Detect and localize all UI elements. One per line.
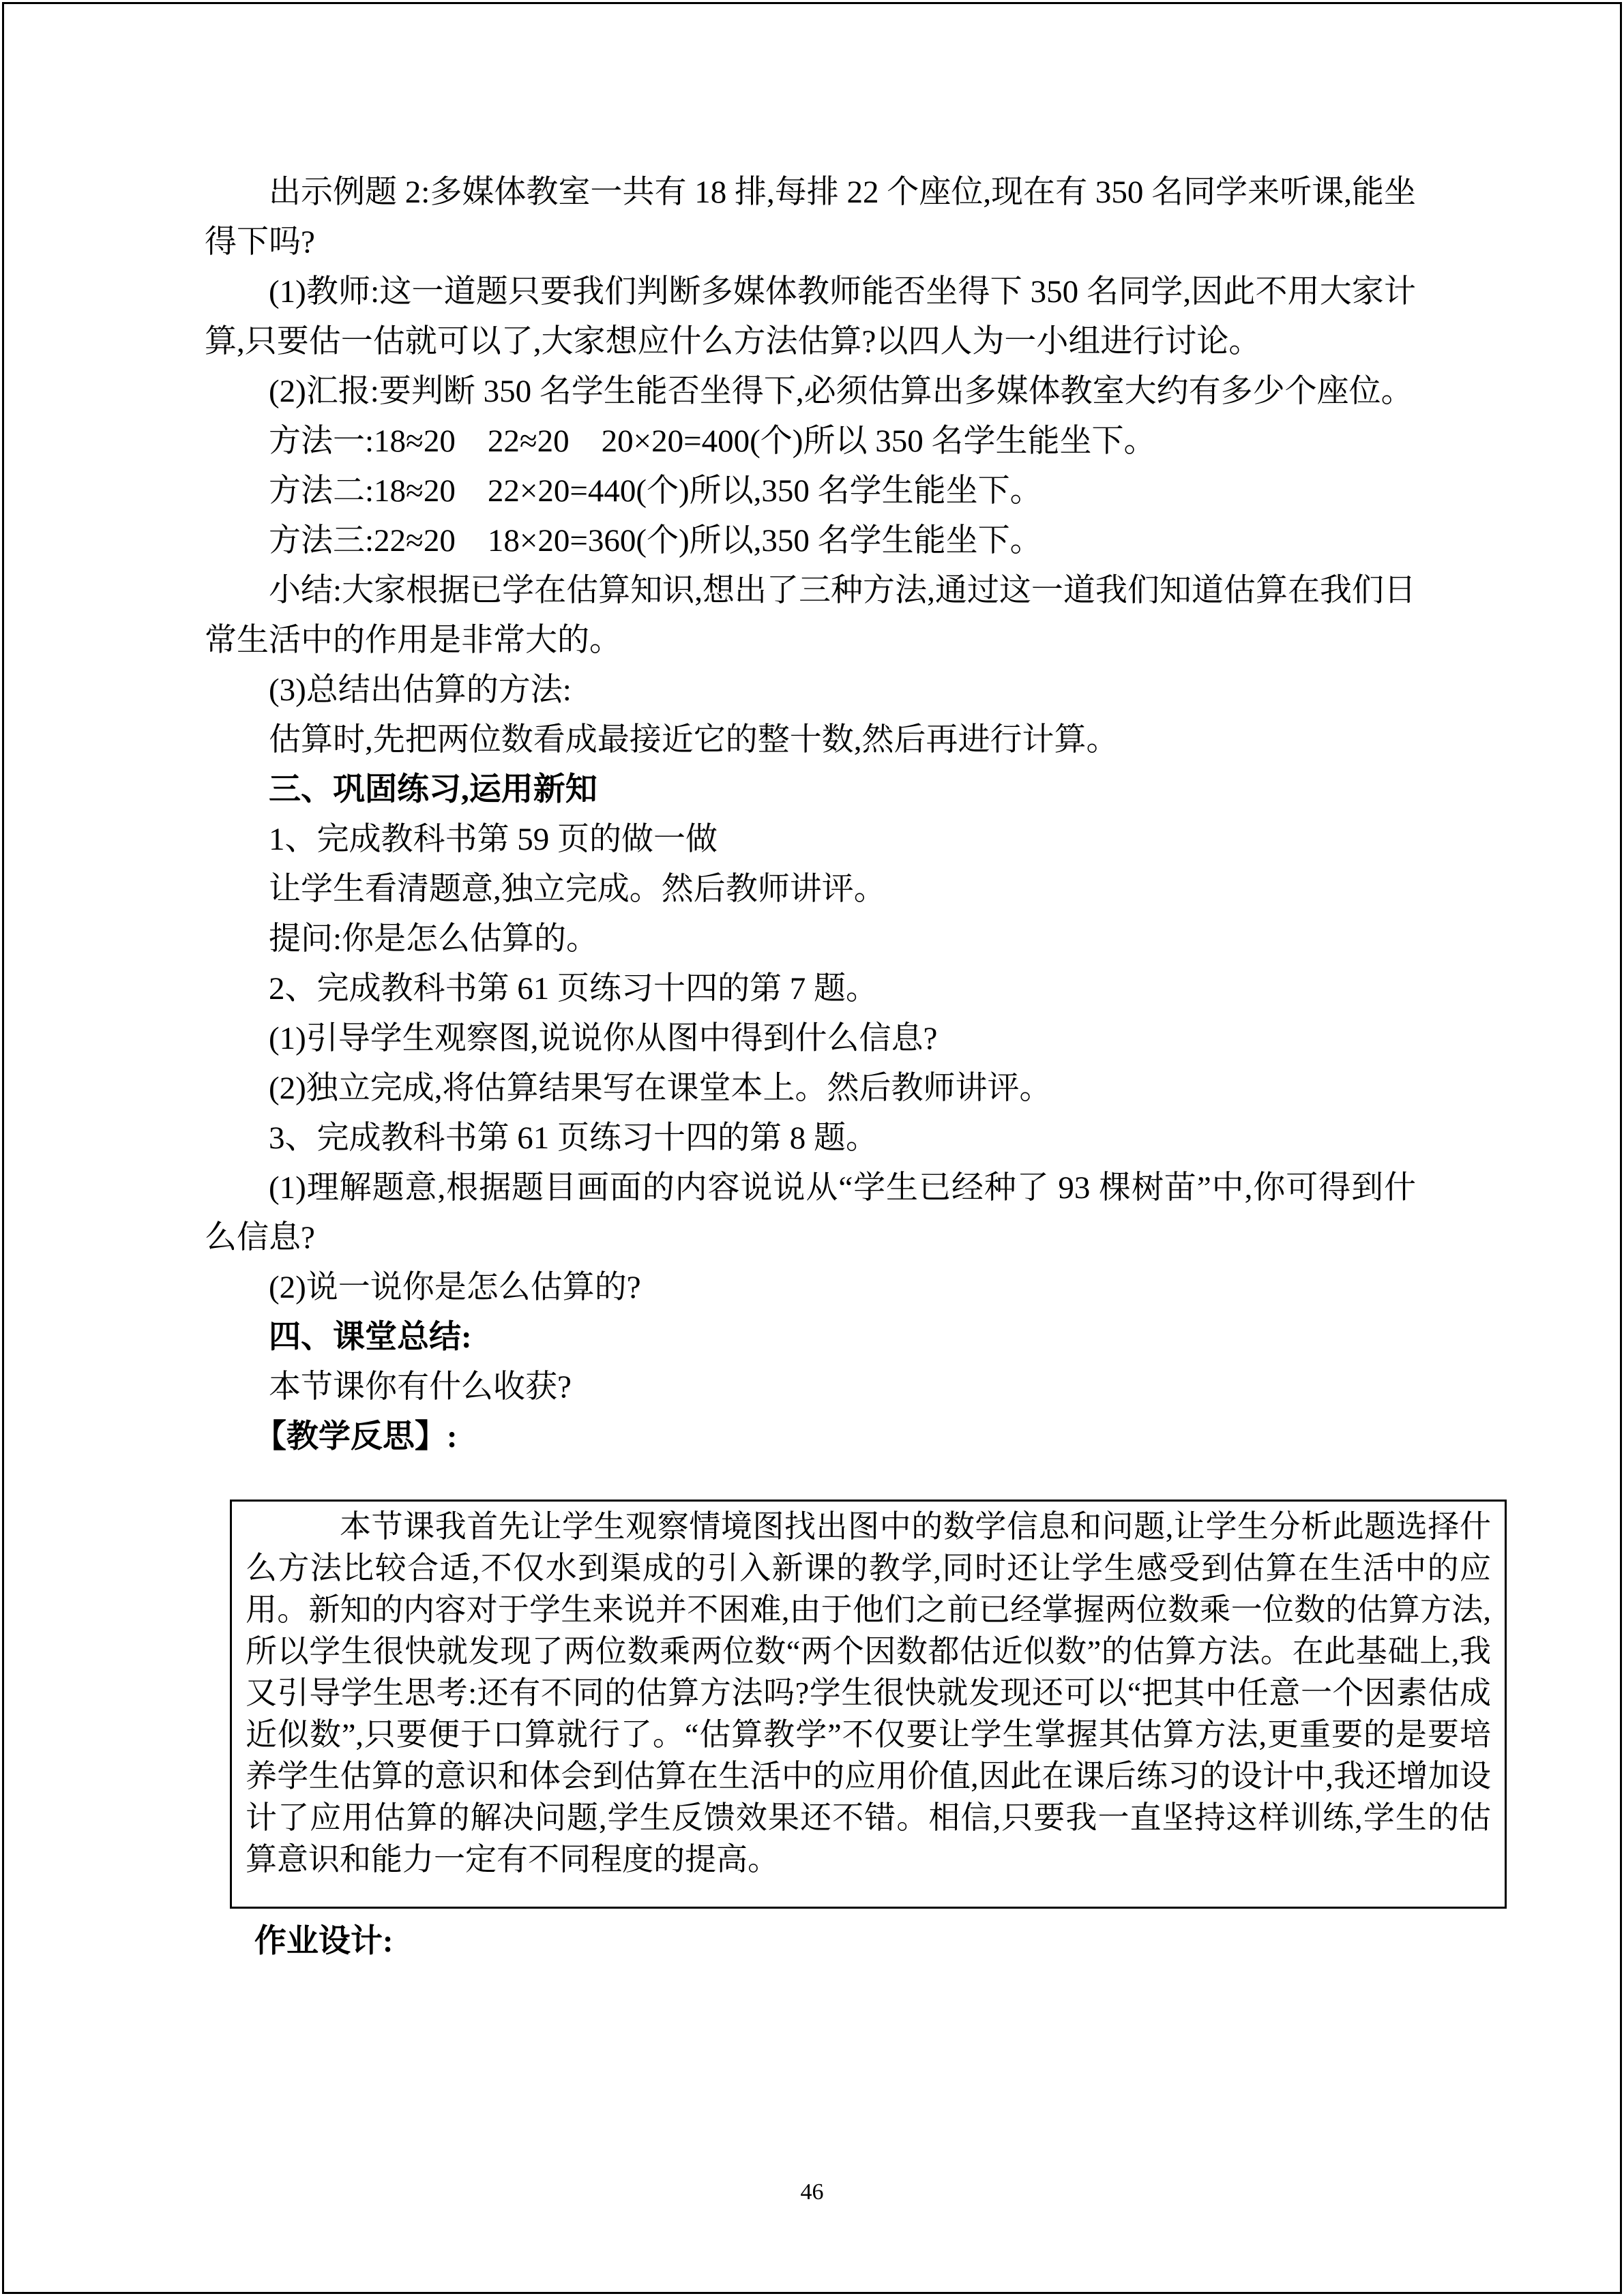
body-paragraph: (2)独立完成,将估算结果写在课堂本上。然后教师讲评。 bbox=[269, 1071, 1052, 1106]
body-paragraph: (1)引导学生观察图,说说你从图中得到什么信息? bbox=[269, 1021, 938, 1056]
body-paragraph: 估算时,先把两位数看成最接近它的整十数,然后再进行计算。 bbox=[269, 722, 1119, 758]
body-paragraph: 让学生看清题意,独立完成。然后教师讲评。 bbox=[269, 871, 886, 907]
heading-teaching-reflection: 【教学反思】: bbox=[254, 1419, 458, 1455]
page-number: 46 bbox=[800, 2179, 824, 2205]
body-paragraph: (2)说一说你是怎么估算的? bbox=[269, 1270, 641, 1305]
reflection-text: 本节课我首先让学生观察情境图找出图中的数学信息和问题,让学生分析此题选择什么方法比较合适,不仅水到渠成的引入新课的教学,同时还让学生感受到估算在生活中的应用。新知的内容对于学生来说并不困难,由于他们之前已经掌握两位数乘一位数的估算方法,所以学生很快就发现了两位数乘两位数“两个因数都估近似数”的估算方法。在此基础上,我又引导学生思考:还有不同的估算方法吗?学生很快就发现还可以“把其中任意一个因素估成近似数”,只要便于口算就行了。“估算教学”不仅要让学生掌握其估算方法,更重要的是要培养学生估算的意识和体会到估算在生活中的应用价值,因此在课后练习的设计中,我还增加设计了应用估算的解决问题,学生反馈效果还不错。相信,只要我一直坚持这样训练,学生的估算意识和能力一定有不同程度的提高。 bbox=[246, 1509, 1492, 1877]
body-paragraph: 2、完成教科书第 61 页练习十四的第 7 题。 bbox=[269, 971, 878, 1007]
heading-homework-design: 作业设计: bbox=[254, 1924, 394, 1959]
method-one-line: 方法一:18≈20 22≈20 20×20=400(个)所以 350 名学生能坐下。 bbox=[269, 423, 1156, 459]
body-paragraph: (3)总结出估算的方法: bbox=[269, 672, 572, 708]
body-paragraph: 3、完成教科书第 61 页练习十四的第 8 题。 bbox=[269, 1120, 878, 1156]
body-paragraph: 本节课你有什么收获? bbox=[269, 1369, 572, 1405]
body-paragraph: (2)汇报:要判断 350 名学生能否坐得下,必须估算出多媒体教室大约有多少个座位。 bbox=[269, 374, 1413, 409]
body-paragraph: 出示例题 2:多媒体教室一共有 18 排,每排 22 个座位,现在有 350 名同学来听课,能坐得下吗? bbox=[205, 175, 1416, 260]
reflection-box bbox=[230, 1500, 1507, 1909]
body-paragraph: 小结:大家根据已学在估算知识,想出了三种方法,通过这一道我们知道估算在我们日常生活中的作用是非常大的。 bbox=[205, 573, 1416, 658]
content-area bbox=[205, 168, 1492, 1967]
heading-consolidation-practice: 三、巩固练习,运用新知 bbox=[269, 772, 597, 807]
body-paragraph: (1)理解题意,根据题目画面的内容说说从“学生已经种了 93 棵树苗”中,你可得到什么信息? bbox=[205, 1170, 1416, 1255]
method-two-line: 方法二:18≈20 22×20=440(个)所以,350 名学生能坐下。 bbox=[269, 473, 1042, 509]
method-three-line: 方法三:22≈20 18×20=360(个)所以,350 名学生能坐下。 bbox=[269, 523, 1042, 558]
heading-class-summary: 四、课堂总结: bbox=[269, 1320, 472, 1355]
body-paragraph: (1)教师:这一道题只要我们判断多媒体教师能否坐得下 350 名同学,因此不用大家计算,只要估一估就可以了,大家想应什么方法估算?以四人为一小组进行讨论。 bbox=[205, 274, 1416, 359]
body-paragraph: 提问:你是怎么估算的。 bbox=[269, 921, 599, 957]
body-paragraph: 1、完成教科书第 59 页的做一做 bbox=[269, 822, 718, 857]
